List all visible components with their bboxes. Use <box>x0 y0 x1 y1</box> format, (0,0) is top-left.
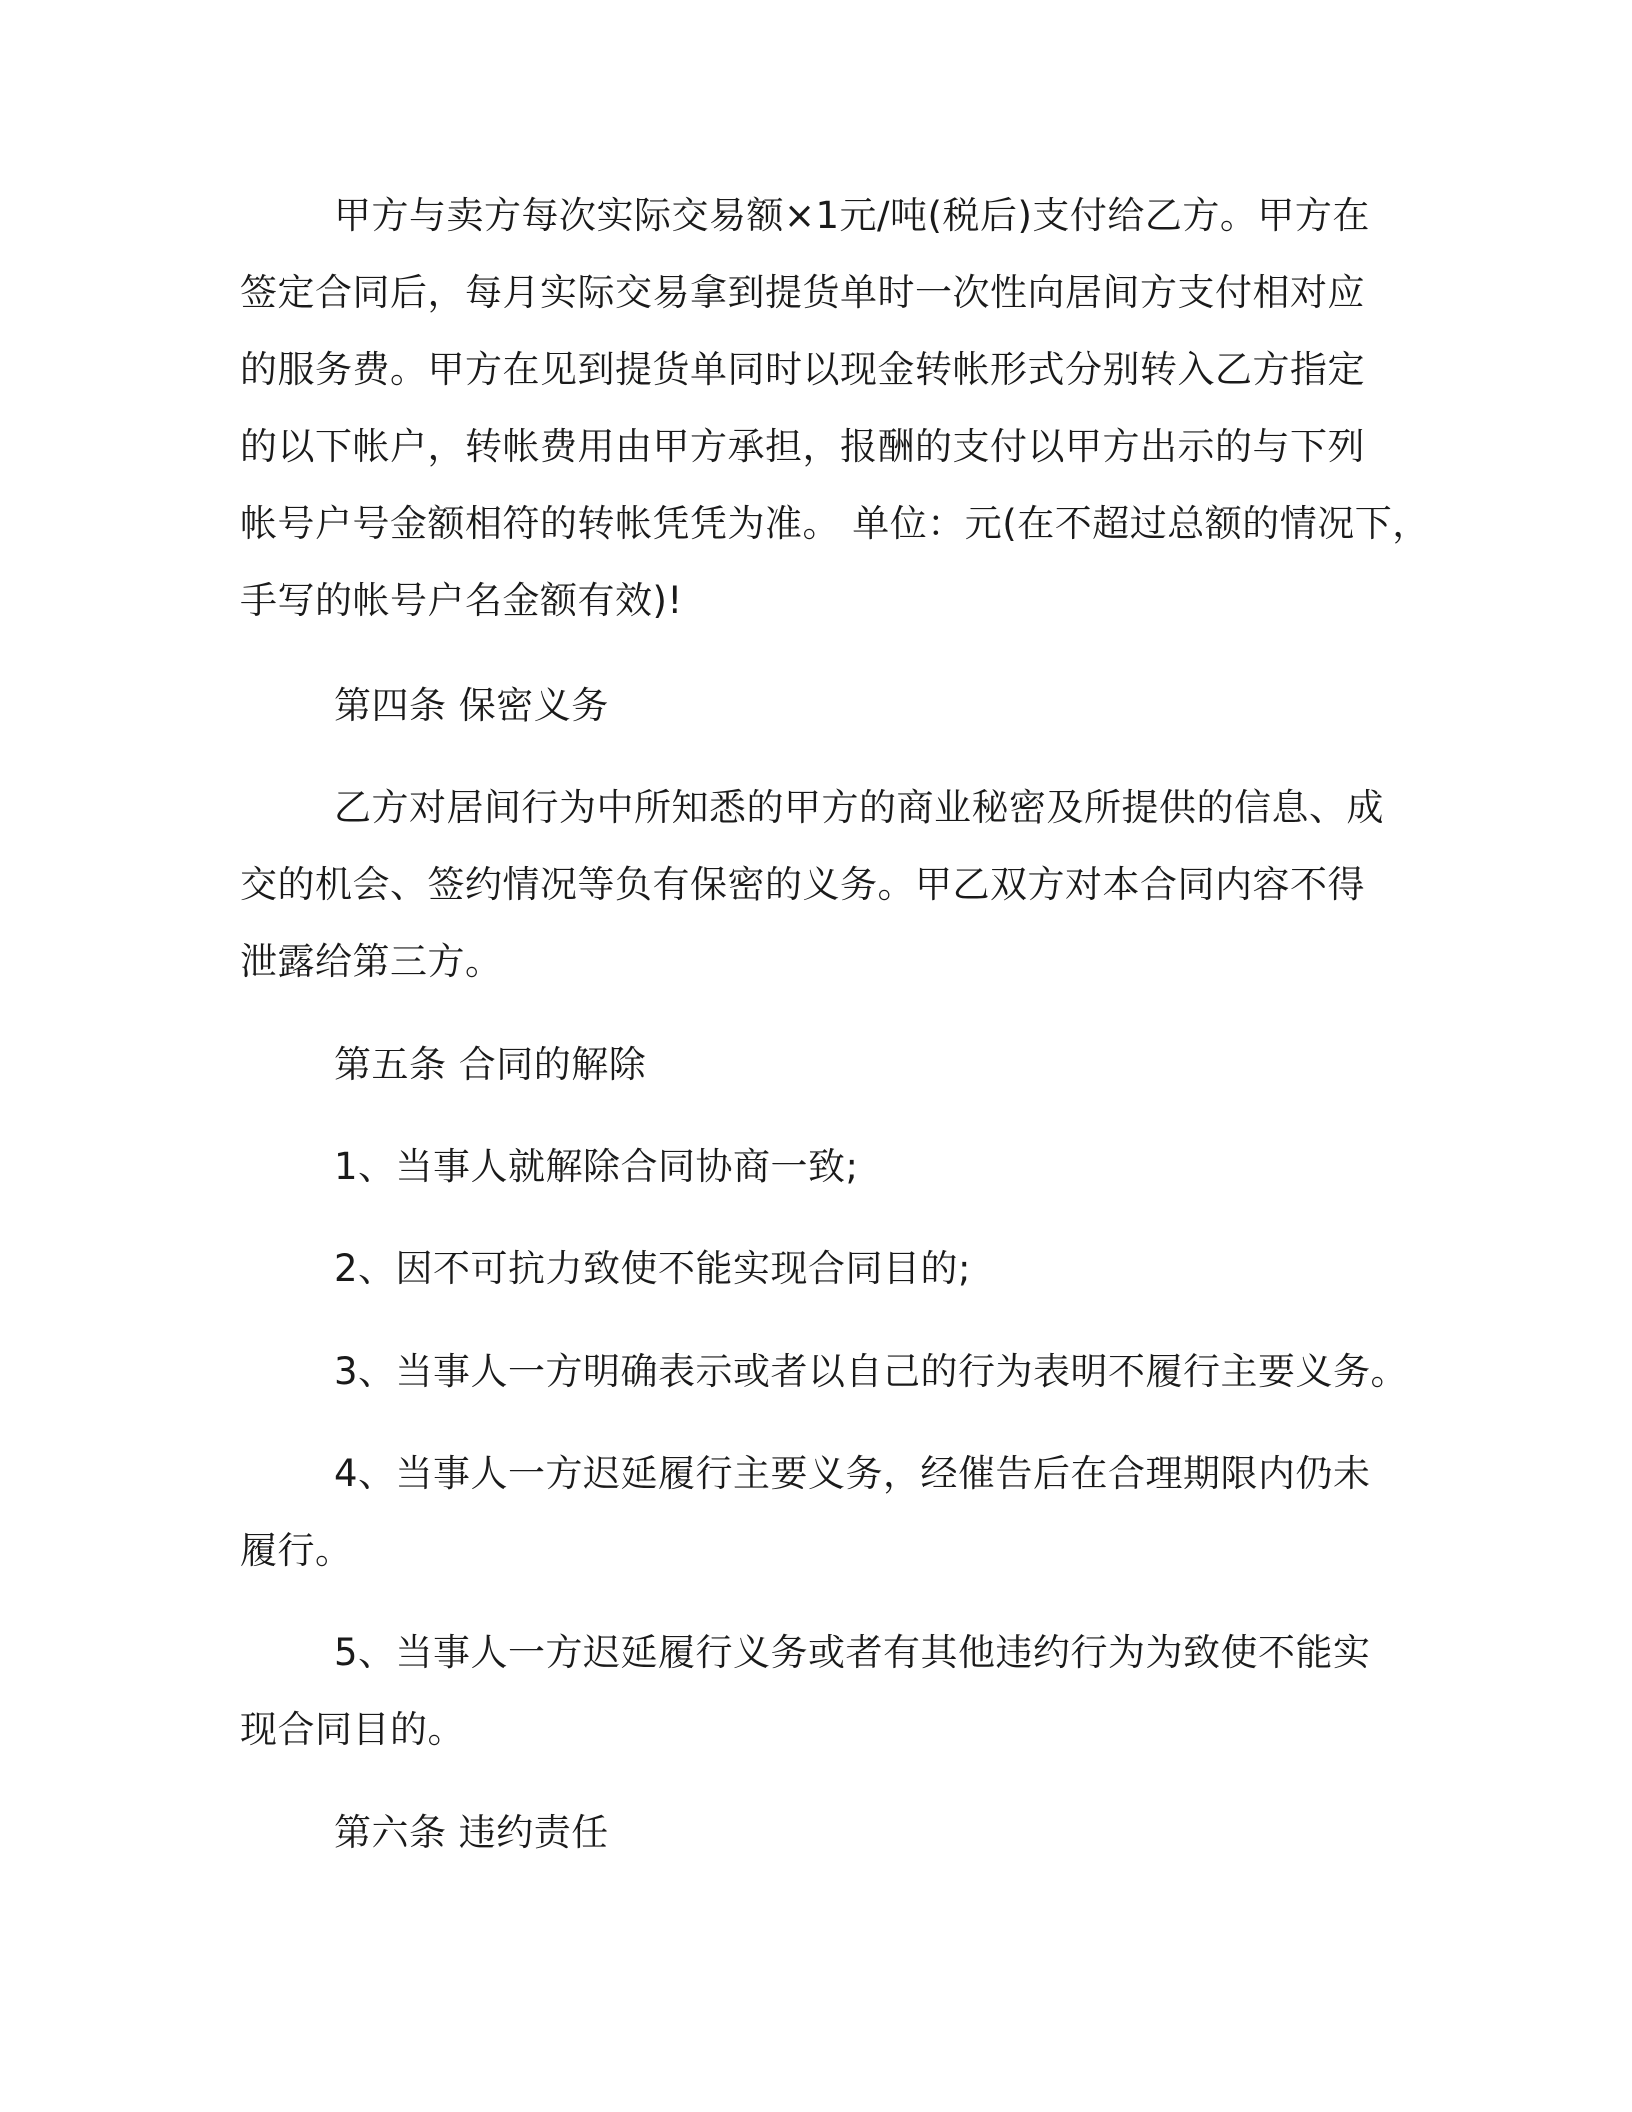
payment-paragraph <box>240 177 1430 639</box>
article-5-heading: 第五条 合同的解除 <box>334 1043 647 1086</box>
article-6-heading: 第六条 违约责任 <box>334 1811 609 1854</box>
paragraph-line: 签定合同后，每月实际交易拿到提货单时一次性向居间方支付相对应 <box>240 271 1365 314</box>
article-4-heading: 第四条 保密义务 <box>334 684 609 727</box>
paragraph-line: 履行。 <box>240 1529 353 1572</box>
paragraph-line: 帐号户号金额相符的转帐凭凭为准。 单位：元(在不超过总额的情况下， <box>240 502 1430 545</box>
paragraph-line: 手写的帐号户名金额有效)! <box>240 579 683 622</box>
termination-item-3: 3、当事人一方明确表示或者以自己的行为表明不履行主要义务。 <box>334 1350 1409 1393</box>
paragraph-line: 交的机会、签约情况等负有保密的义务。甲乙双方对本合同内容不得 <box>240 863 1365 906</box>
termination-item-4 <box>240 1435 1420 1589</box>
paragraph-line: 现合同目的。 <box>240 1708 465 1751</box>
paragraph-line: 5、当事人一方迟延履行义务或者有其他违约行为为致使不能实 <box>334 1631 1371 1674</box>
paragraph-line: 甲方与卖方每次实际交易额×1元/吨(税后)支付给乙方。甲方在 <box>334 194 1370 237</box>
confidentiality-paragraph <box>240 769 1420 1000</box>
paragraph-line: 乙方对居间行为中所知悉的甲方的商业秘密及所提供的信息、成 <box>334 786 1384 829</box>
termination-item-5 <box>240 1614 1420 1768</box>
paragraph-line: 4、当事人一方迟延履行主要义务，经催告后在合理期限内仍未 <box>334 1452 1371 1495</box>
termination-item-2: 2、因不可抗力致使不能实现合同目的; <box>334 1247 972 1290</box>
paragraph-line: 的服务费。甲方在见到提货单同时以现金转帐形式分别转入乙方指定 <box>240 348 1365 391</box>
paragraph-line: 的以下帐户，转帐费用由甲方承担，报酬的支付以甲方出示的与下列 <box>240 425 1365 468</box>
paragraph-line: 泄露给第三方。 <box>240 940 503 983</box>
termination-item-1: 1、当事人就解除合同协商一致; <box>334 1145 859 1188</box>
